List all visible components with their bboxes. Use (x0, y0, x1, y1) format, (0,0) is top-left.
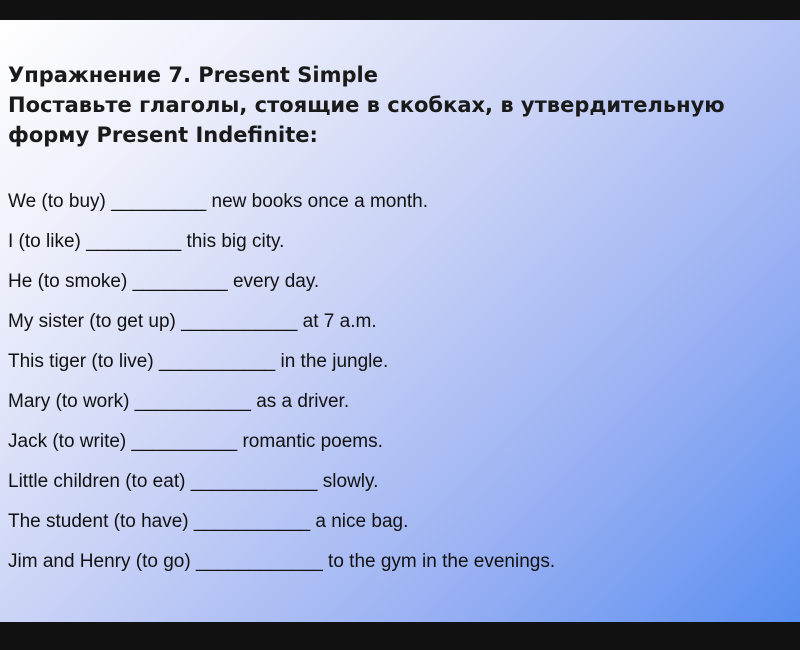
exercise-item-5: This tiger (to live) ___________ in the jungle. (8, 351, 389, 372)
slide (0, 20, 800, 622)
exercise-item-7: Jack (to write) __________ romantic poems. (8, 431, 383, 452)
top-letterbox-bar (0, 0, 800, 20)
heading-instruction: Поставьте глаголы, стоящие в скобках, в утвердительную (8, 93, 725, 117)
exercise-item-4: My sister (to get up) ___________ at 7 a.m. (8, 311, 377, 332)
exercise-item-2: I (to like) _________ this big city. (8, 231, 285, 252)
heading-title: Упражнение 7. Present Simple (8, 63, 378, 87)
exercise-item-3: He (to smoke) _________ every day. (8, 271, 320, 292)
bottom-letterbox-bar (0, 622, 800, 650)
exercise-item-8: Little children (to eat) ____________ slowly. (8, 471, 379, 492)
exercise-item-10: Jim and Henry (to go) ____________ to the gym in the evenings. (8, 551, 556, 572)
exercise-item-1: We (to buy) _________ new books once a month. (8, 191, 429, 212)
exercise-heading (8, 60, 792, 150)
exercise-item-9: The student (to have) ___________ a nice bag. (8, 511, 409, 532)
heading-instruction-continued: форму Present Indefinite: (8, 123, 318, 147)
exercise-list (8, 188, 792, 588)
exercise-item-6: Mary (to work) ___________ as a driver. (8, 391, 350, 412)
